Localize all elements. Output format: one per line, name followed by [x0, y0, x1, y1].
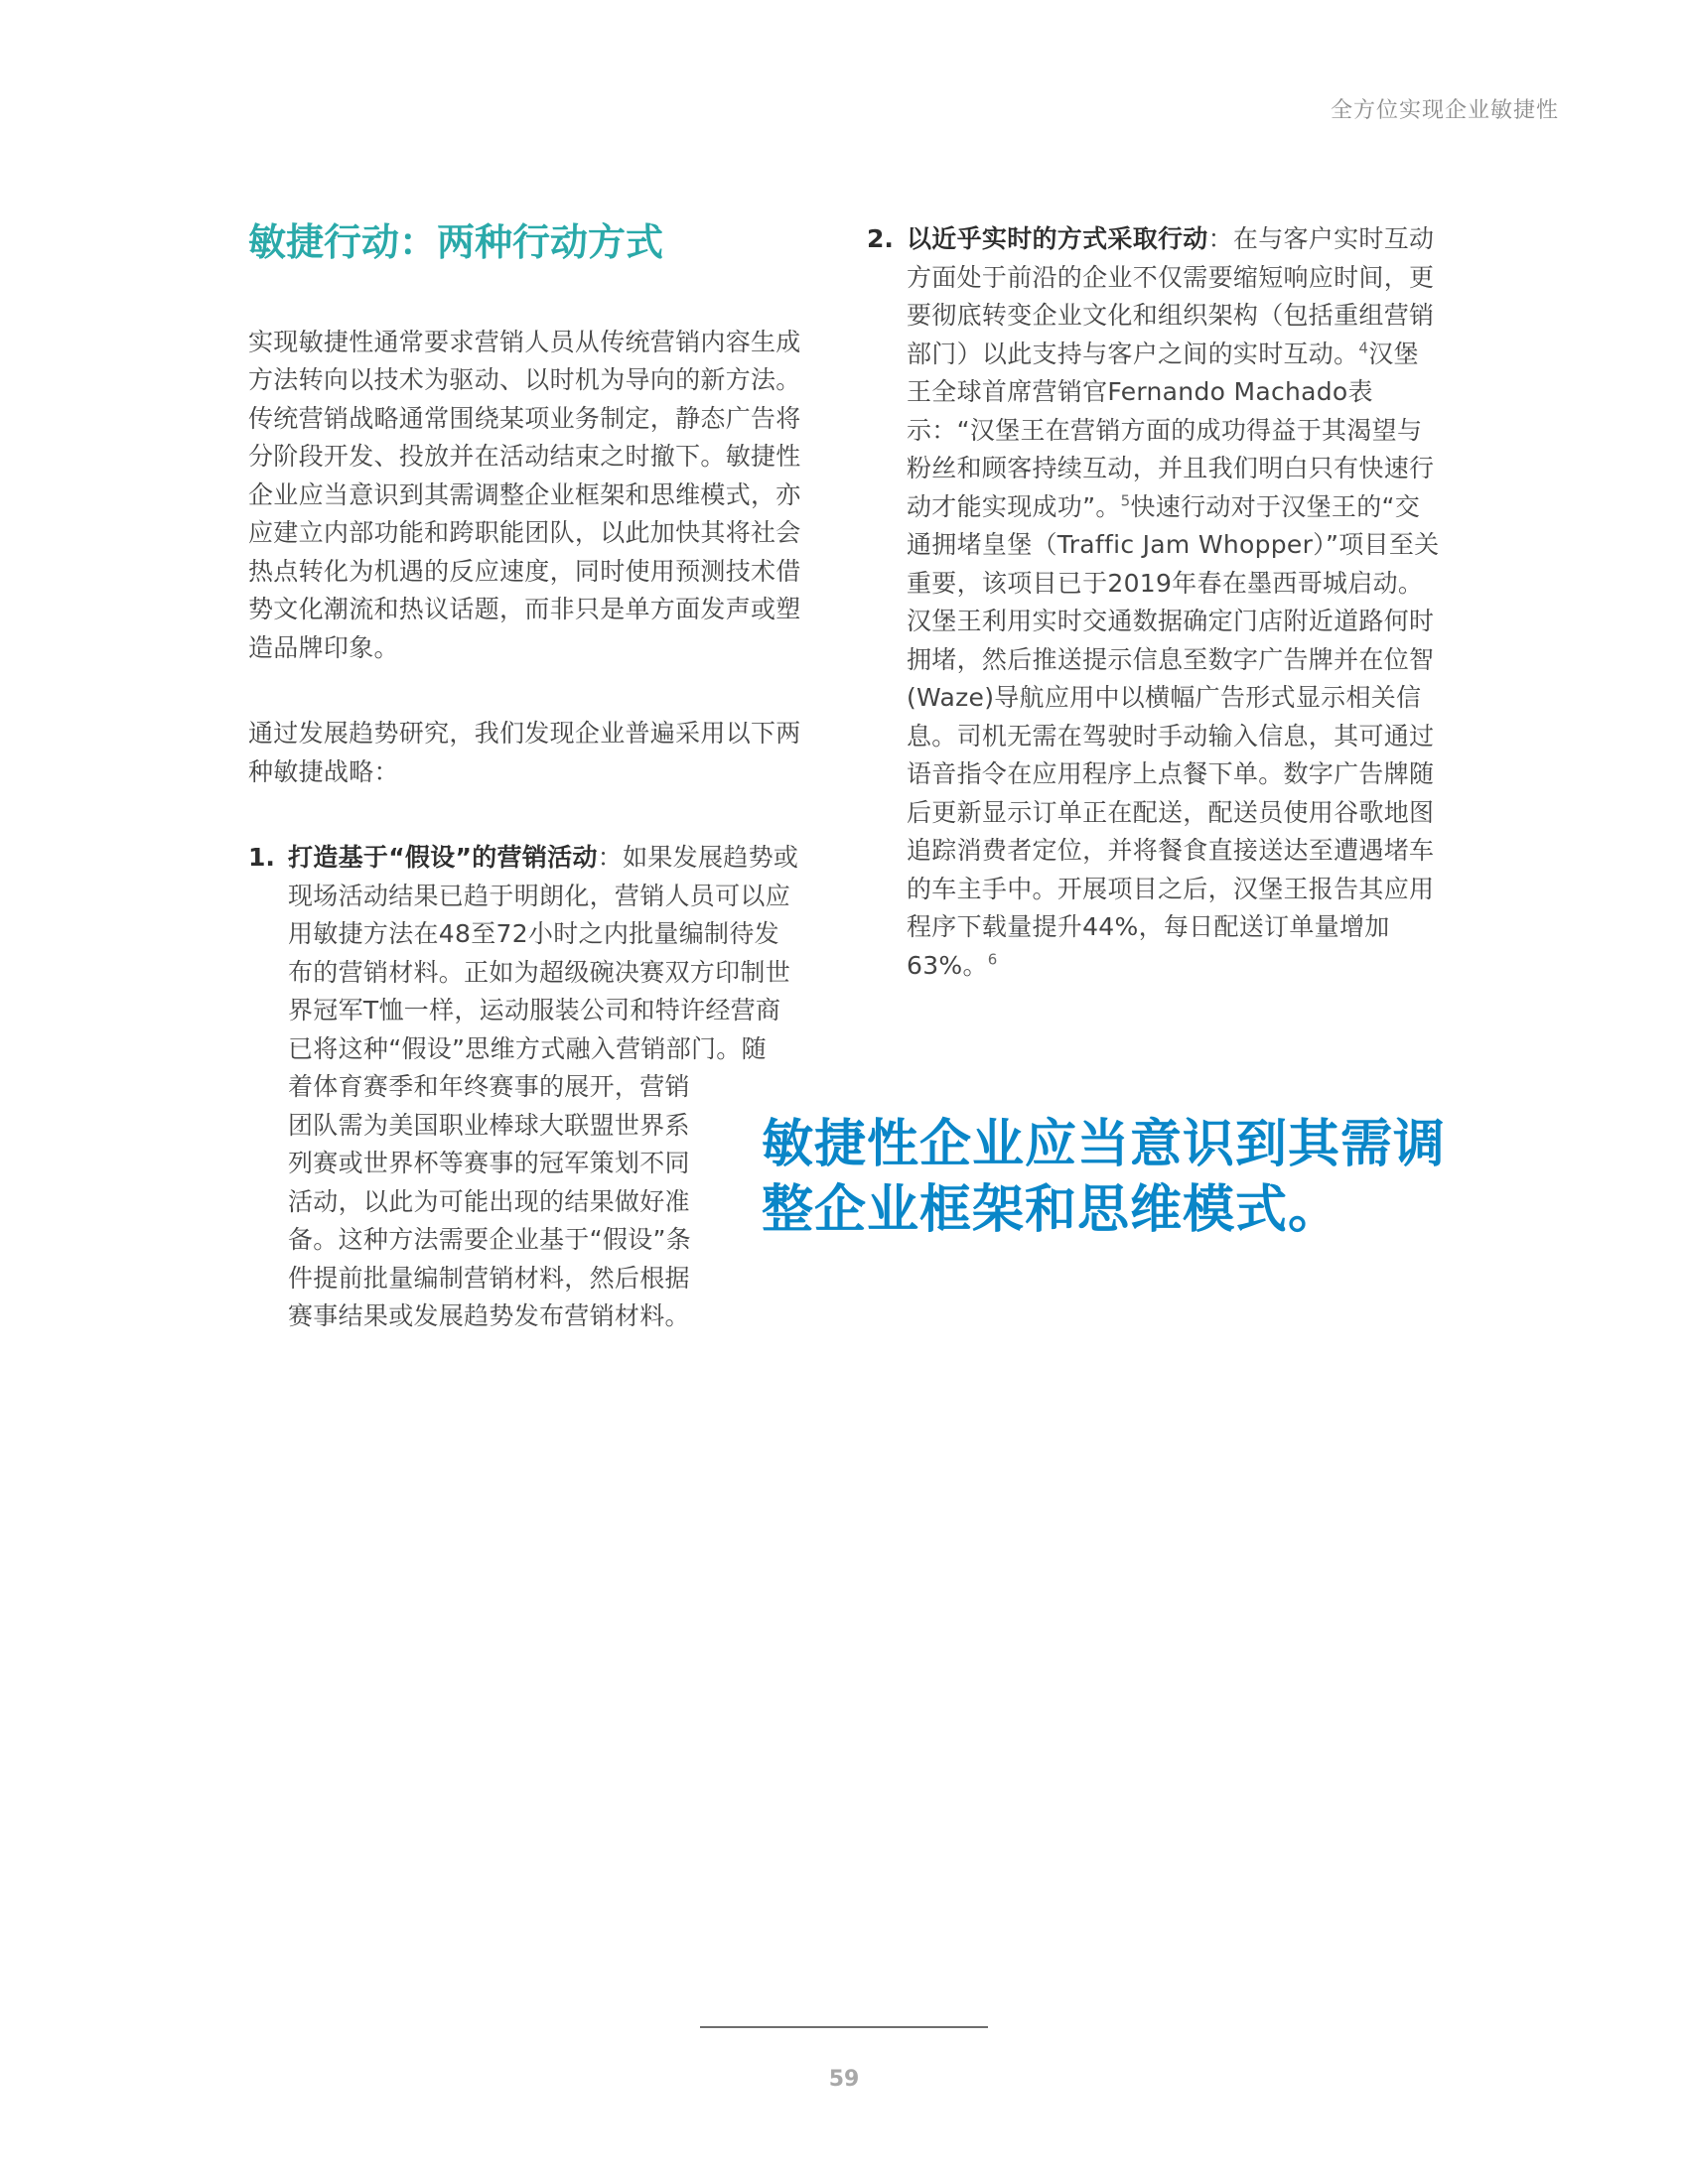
- strategies-intro-paragraph: 通过发展趋势研究，我们发现企业普遍采用以下两种敏捷战略：: [248, 719, 801, 786]
- page-number: 59: [828, 2067, 860, 2092]
- list-number-1: 1.: [248, 843, 275, 873]
- list-item-1-heading: 打造基于“假设”的营销活动: [288, 843, 598, 873]
- list-item-2-body-a: ：在与客户实时互动方面处于前沿的企业不仅需要缩短响应时间，更要彻底转变企业文化和组织架构（包括重组营销部门）以此支持与客户之间的实时互动。: [907, 224, 1435, 368]
- section-title: 敏捷行动：两种行动方式: [248, 220, 664, 264]
- list-item-1-continuation: 着体育赛季和年终赛事的展开，营销团队需为美国职业棒球大联盟世界系列赛或世界杯等赛事的冠军策划不同活动，以此为可能出现的结果做好准备。这种方法需要企业基于“假设”条件提前批量编制营销材料，然后根据赛事结果或发展趋势发布营销材料。: [288, 1072, 692, 1331]
- footnote-ref-4: 4: [1358, 339, 1369, 357]
- left-column: [248, 220, 804, 1336]
- list-number-2: 2.: [867, 224, 894, 253]
- footnote-ref-6: 6: [987, 950, 998, 969]
- footnote-ref-5: 5: [1120, 491, 1131, 510]
- list-item-2-body-c: 快速行动对于汉堡王的“交通拥堵皇堡（Traffic Jam Whopper）”项目至关重要，该项目已于2019年春在墨西哥城启动。汉堡王利用实时交通数据确定门店附近道路何时拥堵，然后推送提示信息至数字广告牌并在位智(Waze)导航应用中以横幅广告形式显示相关信息。司机无需在驾驶时手动输入信息，其可通过语音指令在应用程序上点餐下单。数字广告牌随后更新显示订单正在配送，配送员使用谷歌地图追踪消费者定位，并将餐食直接送达至遭遇堵车的车主手中。开展项目之后，汉堡王报告其应用程序下载量提升44%，每日配送订单量增加63%。: [907, 491, 1440, 980]
- list-item-1-text: [288, 839, 804, 1068]
- footer-divider: [700, 2026, 988, 2028]
- list-item-2-body-b: 汉堡王全球首席营销官Fernando Machado表示：“汉堡王在营销方面的成功得益于其渴望与粉丝和顾客持续互动，并且我们明白只有快速行动才能实现成功”。: [907, 339, 1435, 521]
- list-item-2-heading: 以近乎实时的方式采取行动: [907, 224, 1208, 253]
- list-item-2: [867, 220, 1443, 985]
- list-item-1: [248, 839, 804, 1336]
- intro-paragraph: 实现敏捷性通常要求营销人员从传统营销内容生成方法转向以技术为驱动、以时机为导向的新方法。传统营销战略通常围绕某项业务制定，静态广告将分阶段开发、投放并在活动结束之时撤下。敏捷性企业应当意识到其需调整企业框架和思维模式，亦应建立内部功能和跨职能团队，以此加快其将社会热点转化为机遇的反应速度，同时使用预测技术借势文化潮流和热议话题，而非只是单方面发声或塑造品牌印象。: [248, 327, 801, 662]
- running-header: 全方位实现企业敏捷性: [1330, 98, 1559, 123]
- list-item-2-text: [907, 220, 1443, 985]
- right-column: [867, 220, 1443, 985]
- pull-quote: 敏捷性企业应当意识到其需调整企业框架和思维模式。: [762, 1115, 1447, 1240]
- list-item-1-body: ：如果发展趋势或现场活动结果已趋于明朗化，营销人员可以应用敏捷方法在48至72小时之内批量编制待发布的营销材料。正如为超级碗决赛双方印制世界冠军T恤一样，运动服装公司和特许经营商已将这种“假设”思维方式融入营销部门。随: [288, 843, 799, 1063]
